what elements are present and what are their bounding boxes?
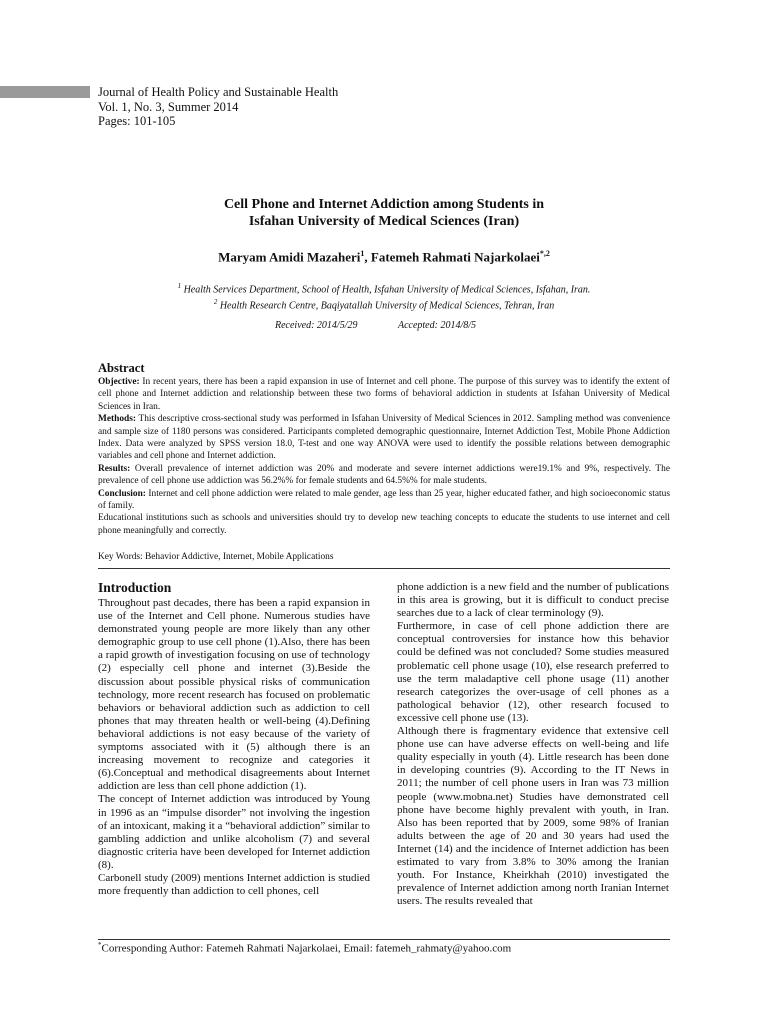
header-accent-bar [0, 86, 90, 98]
results-label: Results: [98, 463, 131, 474]
affiliation-2 [0, 296, 768, 312]
affiliations [0, 280, 768, 313]
journal-volume: Vol. 1, No. 3, Summer 2014 [98, 99, 239, 114]
intro-paragraph-6: Although there is fragmentary evidence that extensive cell phone use can have adverse effects on well-being and life quality especially in youth (4). Little research has been done in developing countries (9). According to the IT News in 2011; the number of cell phone users in Iran was 73 million people (www.mobna.net) Studies have demonstrated cell phone have become highly prevalent with youth, in Iran. Also has been reported that by 2009, some 98% of Iranian adults between the age of 20 and 30 years had used the Internet (14) and the incidence of Internet addiction has been estimated to vary from 3.8% to 30% among the Iranian youth. For Instance, Kheirkhah (2010) investigated the prevalence of Internet addiction among north Iranian Internet users. The results revealed that [397, 725, 669, 908]
affiliation-2-sup: 2 [213, 298, 218, 307]
intro-paragraph-1: Throughout past decades, there has been a rapid expansion in use of the Internet and Cell phone. Numerous studies have demonstrated young people are more likely than any other demographic group to use cell phone (1).Also, there has been a rapid growth of investigation focusing on use of technology (2) especially cell phone and internet (3).Beside the discussion about possible physical risks of communication technology, more recent research has focused on problematic behaviors or behavioral addiction such as addiction to cell phones that may threaten health or well-being (4).Defining behavioral addictions is not easy because of the variety of symptoms associated with it (5) although there is an increasing movement to recognize and categories it (6).Conceptual and methodical disagreements about Internet addiction are less than cell phone addiction (1). [98, 597, 370, 793]
intro-paragraph-4: phone addiction is a new field and the number of publications in this area is growing, but it is difficult to conduct precise searches due to a lack of clear terminology (9). [397, 581, 669, 620]
body-column-right [397, 581, 669, 908]
affiliation-1-sup: 1 [177, 282, 182, 290]
received-date: Received: 2014/5/29 [275, 320, 358, 331]
affiliation-2-text: Health Research Centre, Baqiyatallah University of Medical Sciences, Tehran, Iran [217, 300, 555, 312]
conclusion-label: Conclusion: [98, 488, 146, 499]
objective-label: Objective: [98, 377, 140, 387]
abstract-heading: Abstract [98, 361, 145, 375]
keywords-label: Key Words: [98, 552, 143, 562]
objective-text: In recent years, there has been a rapid expansion in use of Internet and cell phone. The purpose of this survey was to identify the extent of cell phone and Internet addiction and relationship between these two forms of behavioral addiction in students at Isfahan University of Medical Sciences in Iran. [98, 377, 670, 412]
abstract-results [98, 463, 670, 488]
footnote-divider [98, 939, 670, 940]
author-2: Fatemeh Rahmati Najarkolaei [370, 249, 540, 265]
keywords [98, 552, 334, 562]
keywords-divider [98, 568, 670, 569]
title-line-1: Cell Phone and Internet Addiction among Students in [223, 197, 545, 212]
abstract-extra: Educational institutions such as schools and universities should try to develop new teaching concepts to educate the students to use internet and cell phone meaningfully and correctly. [98, 513, 670, 536]
paper-title [0, 196, 768, 230]
abstract-section [98, 361, 670, 537]
methods-label: Methods: [98, 414, 137, 425]
body-column-left [98, 580, 370, 898]
footnote-text: Corresponding Author: Fatemeh Rahmati Najarkolaei, Email: fatemeh_rahmaty@yahoo.com [101, 942, 512, 955]
intro-paragraph-3: Carbonell study (2009) mentions Internet addiction is studied more frequently than addiction to cell phones, cell [98, 871, 370, 898]
abstract-methods [98, 413, 670, 463]
author-2-sup: *,2 [539, 249, 550, 258]
intro-paragraph-5: Furthermore, in case of cell phone addiction there are conceptual controversies for instance how this behavior could be defined was not concluded? Some studies measured problematic cell phone usage (10), else research preferred to use the term maladaptive cell phone usage (11) another research categorizes the over-usage of cell phones as a pathological behavior (12), other research focused to excessive cell phone use (13). [397, 620, 669, 724]
journal-pages: Pages: 101-105 [98, 114, 176, 128]
corresponding-author-footnote [98, 941, 511, 955]
journal-info [98, 85, 338, 129]
title-line-2: Isfahan University of Medical Sciences (Iran) [248, 214, 520, 229]
intro-paragraph-2: The concept of Internet addiction was introduced by Young in 1996 as an “impulse disorder” not involving the ingestion of an intoxicant, making it a “behavioral addiction” similar to gambling addiction and unlike alcoholism (7) and several diagnostic criteria have been developed for Internet addiction (8). [98, 793, 370, 871]
author-1: Maryam Amidi Mazaheri [218, 249, 361, 265]
journal-name: Journal of Health Policy and Sustainable Health [98, 85, 339, 99]
conclusion-text: Internet and cell phone addiction were related to male gender, age less than 25 year, higher educated father, and high socioeconomic status of family. [98, 488, 670, 512]
affiliation-1 [0, 280, 768, 296]
introduction-heading: Introduction [98, 580, 172, 595]
keywords-text: Behavior Addictive, Internet, Mobile Applications [142, 552, 334, 562]
abstract-objective [98, 376, 670, 413]
affiliation-1-text: Health Services Department, School of Health, Isfahan University of Medical Sciences, Isfahan, Iran. [181, 284, 591, 296]
author-separator: , [364, 249, 371, 265]
abstract-conclusion [98, 488, 670, 513]
author-1-sup: 1 [360, 249, 365, 258]
accepted-date: Accepted: 2014/8/5 [397, 320, 476, 331]
results-text: Overall prevalence of internet addiction was 20% and moderate and severe internet addictions were19.1% and 9%, respectively. The prevalence of cell phone use addiction was 56.2%% for female students and 64.5%% for male students. [98, 463, 670, 487]
methods-text: This descriptive cross-sectional study was performed in Isfahan University of Medical Sciences in 2012. Sampling method was convenience and sample size of 1180 persons was considered. Participants completed demographic questionnaire, Internet Addiction Test, Mobile Phone Addiction Index. Data were analyzed by SPSS version 18.0, T-test and one way ANOVA were used to identify the possible relations between demographic variables and cell phone and Internet addiction. [98, 414, 670, 462]
footnote-mark: * [98, 941, 102, 949]
author-list [0, 249, 768, 265]
submission-dates [275, 320, 476, 331]
